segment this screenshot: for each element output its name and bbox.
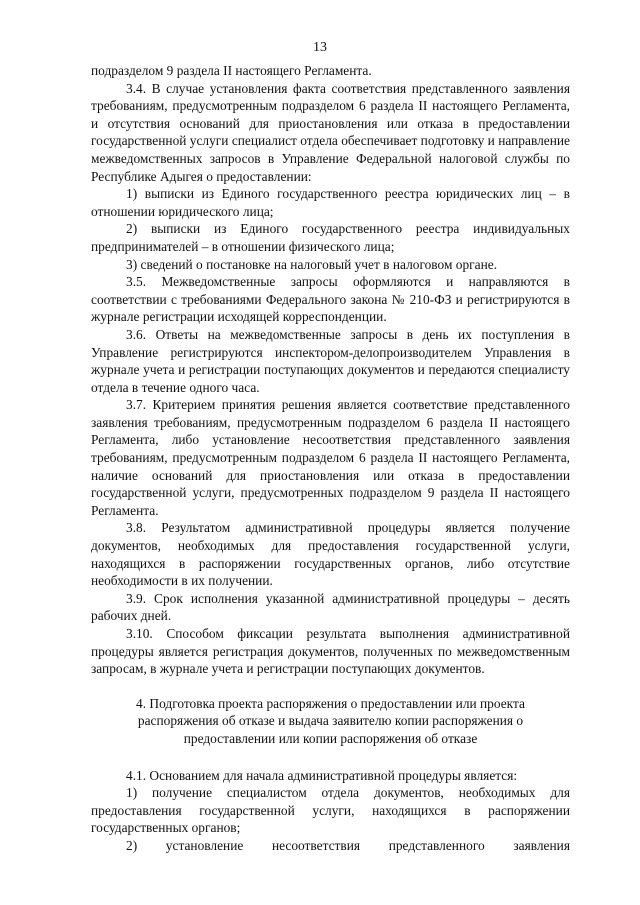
paragraph: 3.10. Способом фиксации результата выполнения административной процедуры является регистрация документов, полученных по межведомственным запросам, в журнале учета и регистрации поступающих документов. [91, 626, 570, 677]
paragraph: 3.5. Межведомственные запросы оформляются и направляются в соответствии с требованиями Федерального закона № 210-ФЗ и регистрируются в журнале регистрации исходящей корреспонденции. [91, 274, 570, 325]
paragraph: подразделом 9 раздела II настоящего Регламента. [91, 63, 372, 78]
list-item: 2) выписки из Единого государственного реестра индивидуальных предпринимателей – в отношении физического лица; [91, 221, 570, 254]
document-body [91, 62, 570, 855]
section-heading: 4. Подготовка проекта распоряжения о предоставлении или проекта распоряжения об отказе и выдача заявителю копии распоряжения о предоставлении или копии распоряжения об отказе [136, 695, 525, 746]
list-item: 3) сведений о постановке на налоговый учет в налоговом органе. [126, 256, 498, 272]
paragraph: 4.1. Основанием для начала административной процедуры является: [126, 767, 518, 783]
list-item: 2) установление несоответствия представленного заявления [126, 837, 570, 853]
paragraph: 3.4. В случае установления факта соответствия представленного заявления требованиям, предусмотренным подразделом 6 раздела II настоящего Регламента, и отсутствия оснований для приостановления или отказа в предоставлении государственной услуги специалист отдела обеспечивает подготовку и направление межведомственных запросов в Управление Федеральной налоговой службы по Республике Адыгея о предоставлении: [91, 80, 570, 184]
paragraph: 3.9. Срок исполнения указанной административной процедуры – десять рабочих дней. [91, 590, 570, 624]
paragraph: 3.6. Ответы на межведомственные запросы в день их поступления в Управление регистрируются инспектором-делопроизводителем Управления в журнале учета и регистрации поступающих документов и передаются специалисту отдела в течение одного часа. [91, 326, 570, 395]
paragraph: 3.8. Результатом административной процедуры является получение документов, необходимых для предоставления государственной услуги, находящихся в распоряжении государственных органов, либо отсутствие необходимости в их получении. [91, 520, 570, 589]
list-item: 1) выписки из Единого государственного реестра юридических лиц – в отношении юридического лица; [91, 186, 570, 219]
paragraph: 3.7. Критерием принятия решения является соответствие представленного заявления требованиям, предусмотренным подразделом 6 раздела II настоящего Регламента, либо установление несоответствия представленного заявления требованиям, предусмотренным подразделом 6 раздела II настоящего Регламента, наличие оснований для приостановления или отказа в предоставлении государственной услуги, предусмотренных подразделом 9 раздела II настоящего Регламента. [91, 397, 570, 518]
list-item: 1) получение специалистом отдела документов, необходимых для предоставления государственной услуги, находящихся в распоряжении государственных органов; [91, 785, 570, 836]
page-number: 13 [313, 40, 327, 55]
